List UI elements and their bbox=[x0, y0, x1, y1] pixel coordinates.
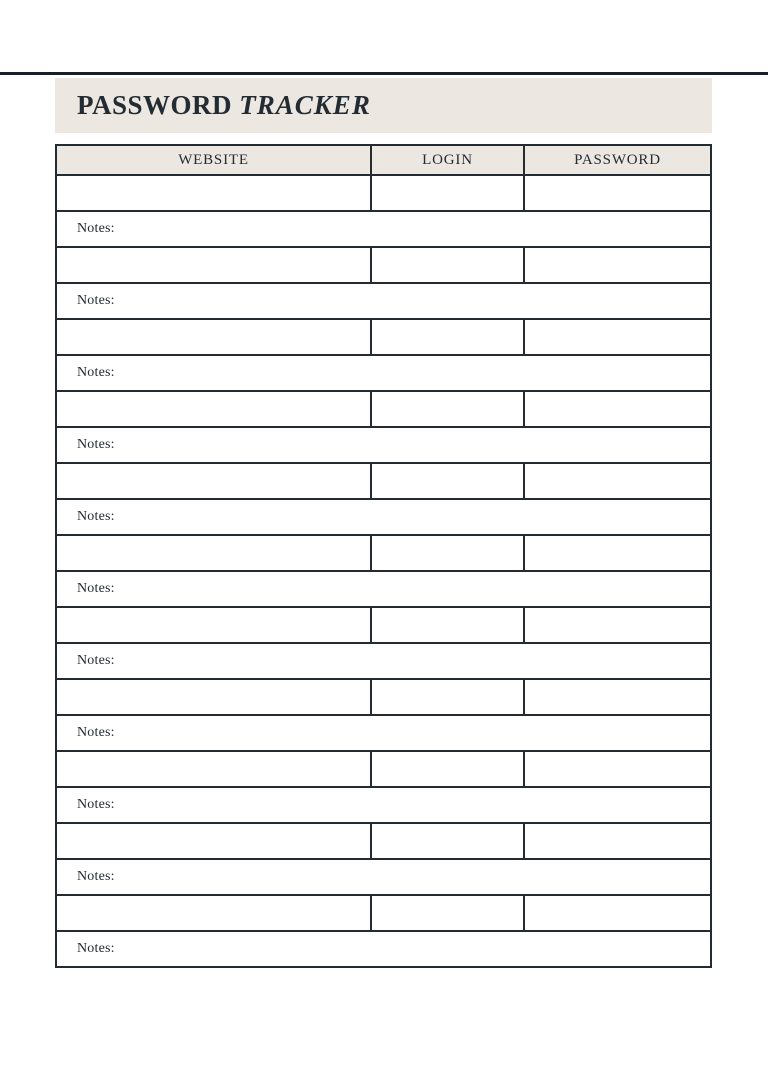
cell-password[interactable] bbox=[524, 247, 711, 283]
cell-website[interactable] bbox=[56, 607, 371, 643]
notes-cell[interactable]: Notes: bbox=[56, 283, 711, 319]
cell-login[interactable] bbox=[371, 391, 524, 427]
top-divider-rule bbox=[0, 72, 768, 75]
cell-website[interactable] bbox=[56, 751, 371, 787]
cell-password[interactable] bbox=[524, 607, 711, 643]
cell-password[interactable] bbox=[524, 751, 711, 787]
table-body bbox=[56, 175, 711, 967]
cell-website[interactable] bbox=[56, 463, 371, 499]
page-title bbox=[77, 92, 371, 119]
table-row bbox=[56, 607, 711, 643]
notes-cell[interactable]: Notes: bbox=[56, 499, 711, 535]
notes-cell[interactable]: Notes: bbox=[56, 211, 711, 247]
column-header-password: PASSWORD bbox=[524, 145, 711, 175]
notes-cell[interactable]: Notes: bbox=[56, 715, 711, 751]
cell-login[interactable] bbox=[371, 679, 524, 715]
cell-password[interactable] bbox=[524, 679, 711, 715]
cell-website[interactable] bbox=[56, 535, 371, 571]
notes-row bbox=[56, 643, 711, 679]
cell-website[interactable] bbox=[56, 319, 371, 355]
notes-row bbox=[56, 499, 711, 535]
notes-cell[interactable]: Notes: bbox=[56, 355, 711, 391]
password-tracker-table bbox=[55, 144, 712, 968]
cell-login[interactable] bbox=[371, 823, 524, 859]
notes-row bbox=[56, 211, 711, 247]
notes-cell[interactable]: Notes: bbox=[56, 571, 711, 607]
cell-password[interactable] bbox=[524, 463, 711, 499]
cell-password[interactable] bbox=[524, 535, 711, 571]
notes-row bbox=[56, 355, 711, 391]
table-header-row bbox=[56, 145, 711, 175]
notes-row bbox=[56, 859, 711, 895]
notes-row bbox=[56, 931, 711, 967]
cell-password[interactable] bbox=[524, 319, 711, 355]
cell-login[interactable] bbox=[371, 607, 524, 643]
cell-website[interactable] bbox=[56, 895, 371, 931]
notes-row bbox=[56, 283, 711, 319]
table-row bbox=[56, 823, 711, 859]
cell-login[interactable] bbox=[371, 319, 524, 355]
cell-login[interactable] bbox=[371, 463, 524, 499]
page-title-band bbox=[55, 78, 712, 133]
cell-website[interactable] bbox=[56, 175, 371, 211]
page-title-primary: PASSWORD bbox=[77, 90, 233, 120]
cell-login[interactable] bbox=[371, 175, 524, 211]
cell-login[interactable] bbox=[371, 895, 524, 931]
cell-password[interactable] bbox=[524, 175, 711, 211]
notes-cell[interactable]: Notes: bbox=[56, 859, 711, 895]
table-row bbox=[56, 895, 711, 931]
notes-cell[interactable]: Notes: bbox=[56, 931, 711, 967]
cell-password[interactable] bbox=[524, 895, 711, 931]
page-title-secondary: TRACKER bbox=[239, 90, 371, 120]
notes-cell[interactable]: Notes: bbox=[56, 427, 711, 463]
table-row bbox=[56, 319, 711, 355]
table-header bbox=[56, 145, 711, 175]
cell-website[interactable] bbox=[56, 247, 371, 283]
cell-password[interactable] bbox=[524, 391, 711, 427]
table-row bbox=[56, 247, 711, 283]
password-tracker-table-wrapper bbox=[55, 144, 710, 968]
cell-login[interactable] bbox=[371, 751, 524, 787]
table-row bbox=[56, 175, 711, 211]
cell-login[interactable] bbox=[371, 247, 524, 283]
notes-row bbox=[56, 715, 711, 751]
table-row bbox=[56, 463, 711, 499]
cell-login[interactable] bbox=[371, 535, 524, 571]
notes-row bbox=[56, 787, 711, 823]
column-header-website: WEBSITE bbox=[56, 145, 371, 175]
notes-row bbox=[56, 427, 711, 463]
cell-password[interactable] bbox=[524, 823, 711, 859]
table-row bbox=[56, 679, 711, 715]
cell-website[interactable] bbox=[56, 823, 371, 859]
notes-cell[interactable]: Notes: bbox=[56, 787, 711, 823]
table-row bbox=[56, 535, 711, 571]
column-header-login: LOGIN bbox=[371, 145, 524, 175]
table-row bbox=[56, 391, 711, 427]
notes-cell[interactable]: Notes: bbox=[56, 643, 711, 679]
cell-website[interactable] bbox=[56, 391, 371, 427]
table-row bbox=[56, 751, 711, 787]
cell-website[interactable] bbox=[56, 679, 371, 715]
notes-row bbox=[56, 571, 711, 607]
